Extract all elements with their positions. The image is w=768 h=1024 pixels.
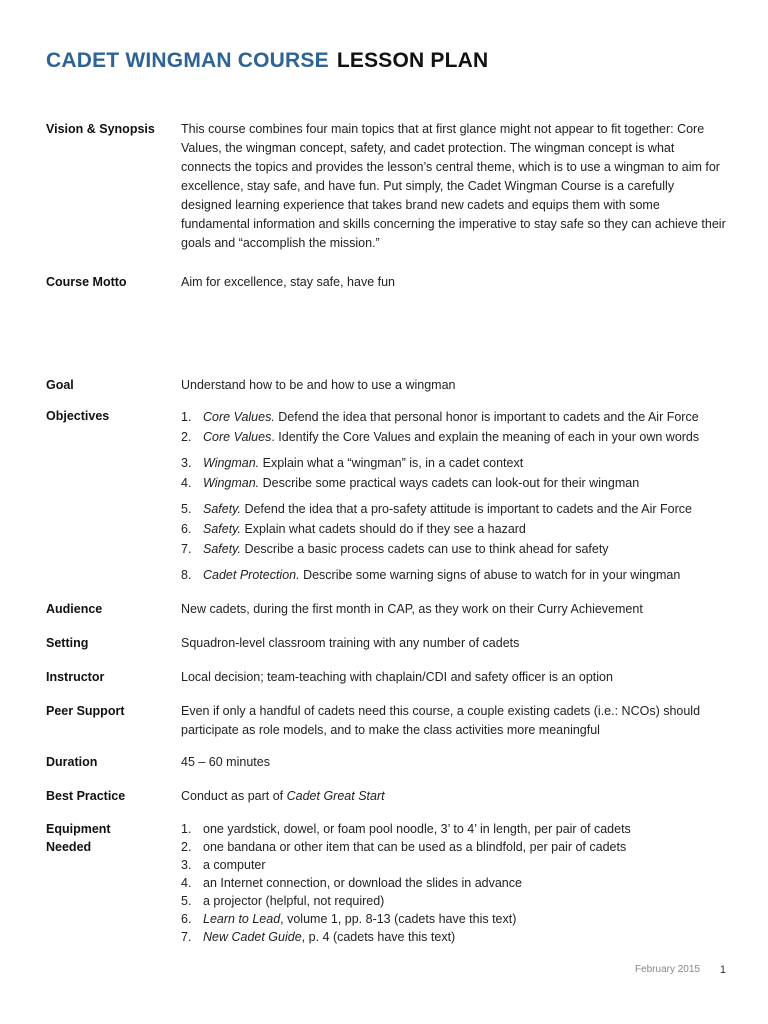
best-practice-prefix: Conduct as part of <box>181 789 287 803</box>
setting-text: Squadron-level classroom training with any number of cadets <box>181 636 520 650</box>
objective-topic: Core Values. <box>203 410 275 424</box>
equipment-number: 2. <box>181 840 192 854</box>
objective-item <box>181 427 726 447</box>
objective-number: 2. <box>181 430 192 444</box>
objective-text: Explain what cadets should do if they see a hazard <box>240 522 526 536</box>
objective-topic: Wingman. <box>203 476 260 490</box>
vision-paragraph: This course combines four main topics that at first glance might not appear to fit together: Core Values, the wingman concept, safety, and cadet protection. The wingman concept is what connects the topics and provides the lesson’s central theme, which is to use a wingman to aim for excellence, stay safe, and have fun. Put simply, the Cadet Wingman Course is a carefully designed learning experience that takes brand new cadets and equips them with some fundamental information and skills concerning the imperative to stay safe so they can achieve their goals and “accomplish the mission.” <box>181 122 726 250</box>
equipment-text: an Internet connection, or download the slides in advance <box>203 876 522 890</box>
objective-text: Describe some practical ways cadets can look-out for their wingman <box>259 476 640 490</box>
equipment-text: a computer <box>203 858 266 872</box>
objective-topic: Wingman. <box>203 456 260 470</box>
objective-number: 6. <box>181 522 192 536</box>
motto-text: Aim for excellence, stay safe, have fun <box>181 275 395 289</box>
peer-support-label: Peer Support <box>46 704 125 718</box>
equipment-text: one yardstick, dowel, or foam pool noodle, 3’ to 4’ in length, per pair of cadets <box>203 822 631 836</box>
equipment-list <box>181 820 726 946</box>
objective-item <box>181 473 726 493</box>
objective-item <box>181 539 726 559</box>
equipment-item <box>181 820 726 838</box>
equipment-book-title: New Cadet Guide <box>203 930 302 944</box>
equipment-item <box>181 910 726 928</box>
objective-text: Defend the idea that a pro-safety attitude is important to cadets and the Air Force <box>240 502 692 516</box>
objectives-list-container <box>181 407 726 585</box>
objective-topic: Safety. <box>203 542 241 556</box>
equipment-item <box>181 838 726 856</box>
audience-text: New cadets, during the first month in CAP, as they work on their Curry Achievement <box>181 602 643 616</box>
objective-text: . Identify the Core Values and explain the meaning of each in your own words <box>271 430 700 444</box>
objective-number: 5. <box>181 502 192 516</box>
equipment-text: , p. 4 (cadets have this text) <box>301 930 456 944</box>
objective-text: Explain what a “wingman” is, in a cadet context <box>259 456 524 470</box>
objectives-label: Objectives <box>46 409 110 423</box>
objective-number: 4. <box>181 476 192 490</box>
objective-text: Describe some warning signs of abuse to watch for in your wingman <box>299 568 681 582</box>
equipment-text: , volume 1, pp. 8-13 (cadets have this text) <box>280 912 517 926</box>
best-practice-text <box>181 787 726 806</box>
document-title <box>46 49 488 73</box>
objectives-list <box>181 407 726 585</box>
equipment-list-container <box>181 820 726 946</box>
equipment-text: a projector (helpful, not required) <box>203 894 385 908</box>
peer-support-text: Even if only a handful of cadets need this course, a couple existing cadets (i.e.: NCOs) should participate as role models, and to make the class activities more meaningful <box>181 704 701 737</box>
motto-label: Course Motto <box>46 275 127 289</box>
vision-label: Vision & Synopsis <box>46 122 155 136</box>
instructor-label: Instructor <box>46 670 105 684</box>
equipment-number: 4. <box>181 876 192 890</box>
objective-number: 7. <box>181 542 192 556</box>
objective-number: 8. <box>181 568 192 582</box>
equipment-label-line2: Needed <box>46 840 92 854</box>
objective-topic: Core Values <box>203 430 272 444</box>
objective-item <box>181 453 726 473</box>
objective-item <box>181 499 726 519</box>
objective-topic: Safety. <box>203 502 241 516</box>
instructor-text: Local decision; team-teaching with chaplain/CDI and safety officer is an option <box>181 670 613 684</box>
title-course-name: CADET WINGMAN COURSE <box>46 49 329 72</box>
objective-number: 1. <box>181 410 192 424</box>
equipment-number: 5. <box>181 894 192 908</box>
equipment-book-title: Learn to Lead <box>203 912 281 926</box>
page-number: 1 <box>719 964 726 976</box>
objective-text: Describe a basic process cadets can use to think ahead for safety <box>240 542 609 556</box>
best-practice-program-name: Cadet Great Start <box>286 789 385 803</box>
equipment-item <box>181 928 726 946</box>
footer-date: February 2015 <box>634 964 700 975</box>
equipment-number: 3. <box>181 858 192 872</box>
equipment-number: 6. <box>181 912 192 926</box>
equipment-item <box>181 874 726 892</box>
goal-text: Understand how to be and how to use a wingman <box>181 378 456 392</box>
objective-text: Defend the idea that personal honor is important to cadets and the Air Force <box>274 410 699 424</box>
equipment-number: 1. <box>181 822 192 836</box>
objective-topic: Cadet Protection. <box>203 568 300 582</box>
vision-text <box>181 120 726 253</box>
objective-item <box>181 407 726 427</box>
duration-text: 45 – 60 minutes <box>181 755 270 769</box>
equipment-label <box>46 820 176 856</box>
equipment-item <box>181 892 726 910</box>
audience-label: Audience <box>46 602 103 616</box>
best-practice-label: Best Practice <box>46 789 126 803</box>
objective-number: 3. <box>181 456 192 470</box>
equipment-number: 7. <box>181 930 192 944</box>
setting-label: Setting <box>46 636 89 650</box>
objective-item <box>181 565 726 585</box>
goal-label: Goal <box>46 378 74 392</box>
title-lesson-plan: LESSON PLAN <box>336 49 489 72</box>
objective-item <box>181 519 726 539</box>
equipment-text: one bandana or other item that can be used as a blindfold, per pair of cadets <box>203 840 627 854</box>
objective-topic: Safety. <box>203 522 241 536</box>
equipment-item <box>181 856 726 874</box>
duration-label: Duration <box>46 755 98 769</box>
equipment-label-line1: Equipment <box>46 822 111 836</box>
